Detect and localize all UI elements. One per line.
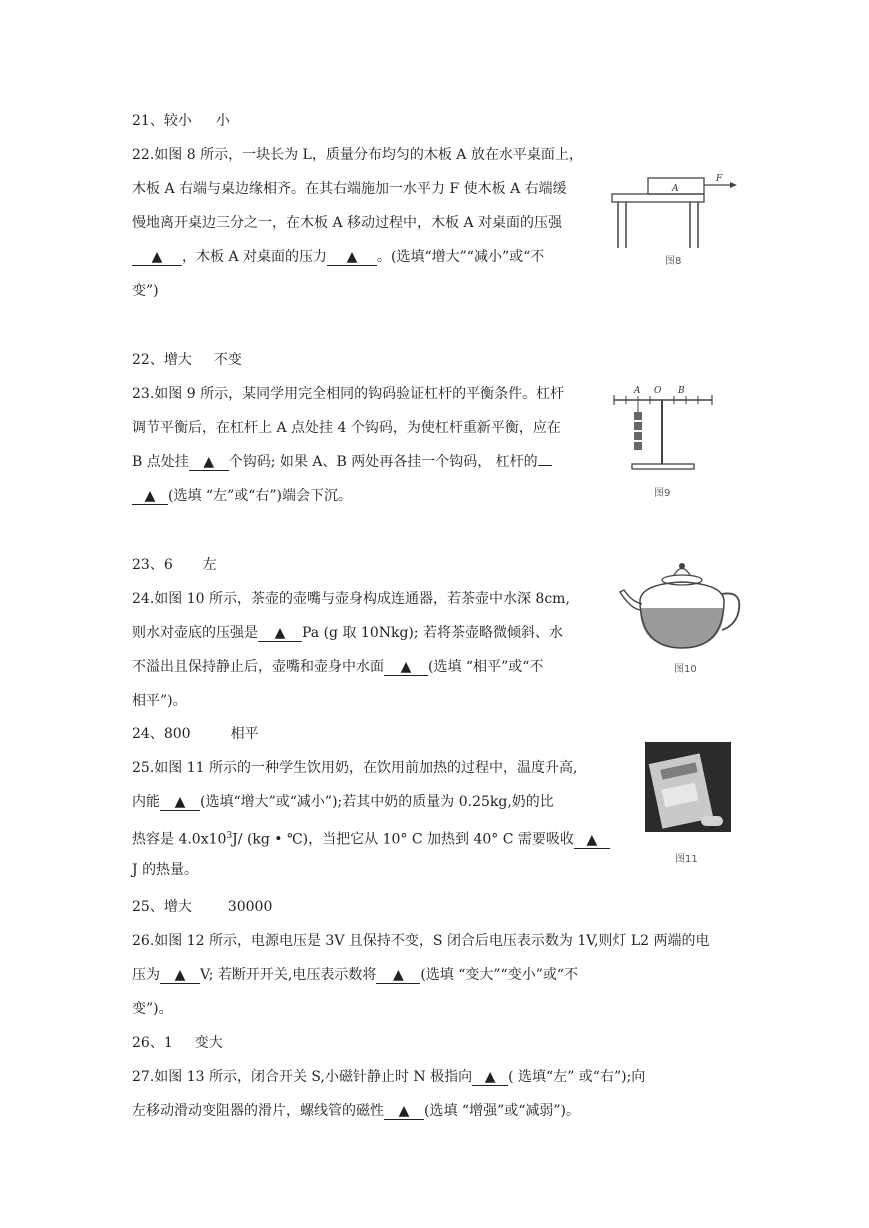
- answer-number: 25、: [132, 899, 164, 915]
- question-text: 热容是 4.0x10: [132, 831, 227, 848]
- answer-23: [132, 555, 217, 575]
- answer-blank: ▲: [132, 488, 168, 505]
- question-text: ，木板 A 对桌面的压力: [182, 249, 328, 265]
- question-text: ( 选填“左” 或“右”);向: [508, 1069, 646, 1085]
- question-text: 压为: [132, 967, 160, 983]
- q23-line-1: 23.如图 9 所示，某同学用完全相同的钩码验证杠杆的平衡条件。杠杆: [132, 386, 565, 402]
- figure-9-lever: [612, 382, 722, 500]
- q27-line-1: [132, 1067, 645, 1087]
- answer-number: 22、: [132, 352, 164, 368]
- answer-value: 小: [215, 113, 230, 129]
- q25-line-4: J 的热量。: [132, 862, 199, 878]
- answer-22: [132, 350, 242, 370]
- question-text: V; 若断开开关,电压表示数将: [200, 967, 377, 983]
- answer-value: 变大: [194, 1035, 223, 1051]
- q23-line-3: [132, 452, 552, 472]
- answer-blank: [538, 465, 552, 466]
- answer-blank: ▲: [472, 1069, 508, 1086]
- q23-line-2: 调节平衡后，在杠杆上 A 点处挂 4 个钩码，为使杠杆重新平衡，应在: [132, 420, 561, 436]
- q22-line-3: 慢地离开桌边三分之一，在木板 A 移动过程中，木板 A 对桌面的压强: [132, 215, 563, 231]
- q22-line-2: 木板 A 右端与桌边缘相齐。在其右端施加一水平力 F 使木板 A 右端缓: [132, 181, 567, 197]
- answer-26: [132, 1033, 223, 1053]
- answer-blank: ▲: [160, 967, 200, 984]
- figure-10-caption: 图10: [674, 664, 697, 675]
- answer-24: [132, 724, 259, 744]
- q22-line-4: [132, 247, 544, 267]
- question-text: (选填 “变大”“变小”或“不: [420, 967, 579, 983]
- answer-value: 30000: [227, 899, 273, 915]
- answer-number: 21、: [132, 113, 164, 129]
- force-label-f: F: [716, 174, 723, 184]
- q25-line-3: [132, 826, 610, 850]
- answer-blank: ▲: [189, 454, 229, 471]
- answer-value: 较小: [163, 113, 192, 129]
- answer-number: 23、: [132, 557, 164, 573]
- q26-line-1: 26.如图 12 所示，电源电压是 3V 且保持不变，S 闭合后电压表示数为 1V,则灯 L2 两端的电: [132, 933, 710, 949]
- question-text: Pa (g 取 10Nkg); 若将茶壶略微倾斜、水: [302, 625, 564, 641]
- answer-blank: ▲: [574, 832, 610, 849]
- answer-blank: ▲: [384, 659, 428, 676]
- answer-value: 增大: [163, 899, 192, 915]
- figure-9-caption: 图9: [654, 488, 671, 499]
- question-text: 则水对壶底的压强是: [132, 625, 258, 641]
- answer-number: 26、: [132, 1035, 164, 1051]
- answer-21: [132, 111, 230, 131]
- board-label-a: A: [672, 184, 679, 194]
- question-text: 。(选填“增大”“减小”或“不: [377, 249, 545, 265]
- q24-line-1: 24.如图 10 所示，茶壶的壶嘴与壶身构成连通器，若茶壶中水深 8cm,: [132, 591, 570, 607]
- pivot-label-o: O: [654, 386, 662, 396]
- answer-blank: ▲: [376, 967, 420, 984]
- answer-blank: ▲: [258, 625, 302, 642]
- answer-number: 24、: [132, 726, 164, 742]
- question-text: (选填 “相平”或“不: [428, 659, 544, 675]
- figure-8-caption: 图8: [665, 256, 682, 267]
- q22-line-1: 22.如图 8 所示，一块长为 L，质量分布均匀的木板 A 放在水平桌面上，: [132, 147, 583, 163]
- question-text: 左移动滑动变阻器的滑片，螺线管的磁性: [132, 1103, 384, 1119]
- answer-value: 增大: [163, 352, 192, 368]
- answer-value: 不变: [213, 352, 242, 368]
- answer-blank: ▲: [327, 249, 377, 266]
- answer-value: 相平: [230, 726, 259, 742]
- answer-25: [132, 897, 272, 917]
- q26-line-3: 变”)。: [132, 1001, 173, 1017]
- teapot-diagram: [618, 560, 746, 660]
- point-label-b: B: [678, 386, 685, 396]
- q24-line-2: [132, 623, 563, 643]
- q22-line-5: 变”): [132, 283, 159, 299]
- answer-value: 800: [163, 726, 191, 742]
- q25-line-1: 25.如图 11 所示的一种学生饮用奶，在饮用前加热的过程中，温度升高,: [132, 760, 578, 776]
- question-text: (选填 “增强”或“减弱”)。: [424, 1103, 581, 1119]
- answer-value: 1: [163, 1035, 173, 1051]
- question-text: (选填“增大”或“减小”);若其中奶的质量为 0.25kg,奶的比: [200, 794, 554, 810]
- figure-11-milk-photo: [645, 742, 733, 867]
- question-text: (选填 “左”或“右”)端会下沉。: [168, 488, 353, 504]
- question-text: J/ (kg • ℃)，当把它从 10° C 加热到 40° C 需要吸收: [232, 831, 574, 848]
- milk-package-photo: [645, 742, 731, 832]
- figure-11-caption: 图11: [675, 854, 698, 865]
- q27-line-2: [132, 1101, 580, 1121]
- answer-blank: ▲: [132, 249, 182, 266]
- answer-blank: ▲: [384, 1103, 424, 1120]
- lever-diagram: [612, 382, 722, 500]
- figure-8-table-board: [610, 170, 745, 270]
- question-text: 个钩码; 如果 A、B 两处再各挂一个钩码， 杠杆的: [228, 454, 538, 470]
- answer-value: 6: [163, 557, 173, 573]
- q25-line-2: [132, 792, 554, 812]
- point-label-a: A: [634, 386, 641, 396]
- q26-line-2: [132, 965, 578, 985]
- exponent: 3: [226, 831, 233, 841]
- figure-10-teapot: [618, 560, 746, 678]
- q24-line-3: [132, 657, 543, 677]
- question-text: 不溢出且保持静止后，壶嘴和壶身中水面: [132, 659, 384, 675]
- question-text: 内能: [132, 794, 160, 810]
- q24-line-4: 相平”)。: [132, 693, 187, 709]
- question-text: 27.如图 13 所示，闭合开关 S,小磁针静止时 N 极指向: [132, 1069, 473, 1085]
- q23-line-4: [132, 486, 352, 506]
- answer-blank: ▲: [160, 794, 200, 811]
- question-text: B 点处挂: [132, 454, 189, 470]
- answer-value: 左: [202, 557, 217, 573]
